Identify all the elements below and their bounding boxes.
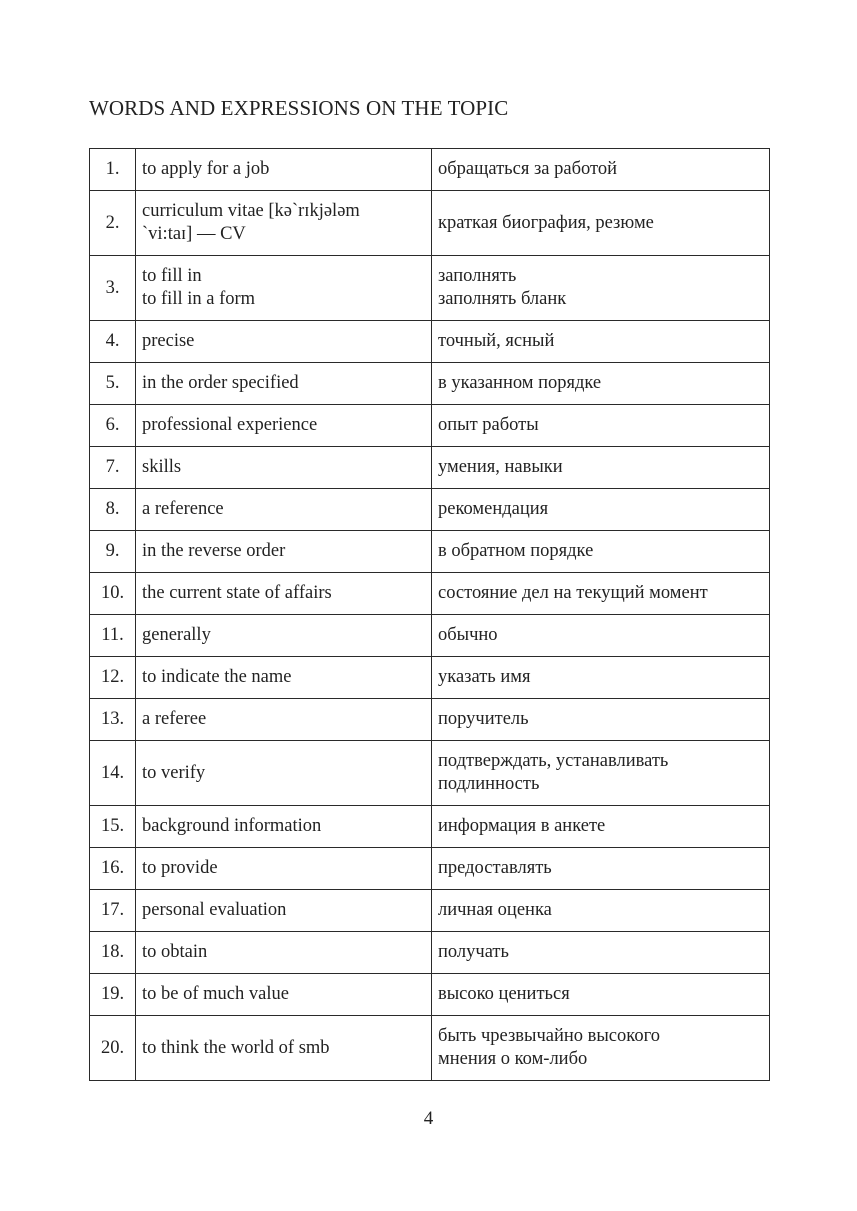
table-row bbox=[90, 699, 770, 741]
russian-translation: в обратном порядке bbox=[432, 531, 770, 573]
russian-translation: в указанном порядке bbox=[432, 363, 770, 405]
english-term: a referee bbox=[136, 699, 432, 741]
russian-translation: личная оценка bbox=[432, 890, 770, 932]
english-term: personal evaluation bbox=[136, 890, 432, 932]
english-term: to be of much value bbox=[136, 974, 432, 1016]
english-term: background information bbox=[136, 806, 432, 848]
vocabulary-table bbox=[89, 148, 770, 1081]
russian-translation: точный, ясный bbox=[432, 321, 770, 363]
english-term: a reference bbox=[136, 489, 432, 531]
row-number: 18. bbox=[90, 932, 136, 974]
russian-translation: предоставлять bbox=[432, 848, 770, 890]
row-number: 15. bbox=[90, 806, 136, 848]
table-row bbox=[90, 806, 770, 848]
english-term: curriculum vitae [kəˋrɪkjələm ˋvi:taɪ] — CV bbox=[136, 191, 432, 256]
row-number: 17. bbox=[90, 890, 136, 932]
russian-translation: высоко цениться bbox=[432, 974, 770, 1016]
english-term: in the order specified bbox=[136, 363, 432, 405]
table-row bbox=[90, 256, 770, 321]
row-number: 1. bbox=[90, 149, 136, 191]
table-row bbox=[90, 149, 770, 191]
row-number: 16. bbox=[90, 848, 136, 890]
english-term: to indicate the name bbox=[136, 657, 432, 699]
row-number: 10. bbox=[90, 573, 136, 615]
row-number: 13. bbox=[90, 699, 136, 741]
russian-translation: заполнять заполнять бланк bbox=[432, 256, 770, 321]
russian-translation: информация в анкете bbox=[432, 806, 770, 848]
table-row bbox=[90, 657, 770, 699]
table-row bbox=[90, 321, 770, 363]
row-number: 14. bbox=[90, 741, 136, 806]
row-number: 12. bbox=[90, 657, 136, 699]
russian-translation: состояние дел на текущий момент bbox=[432, 573, 770, 615]
table-row bbox=[90, 363, 770, 405]
table-row bbox=[90, 974, 770, 1016]
english-term: generally bbox=[136, 615, 432, 657]
russian-translation: рекомендация bbox=[432, 489, 770, 531]
english-term: skills bbox=[136, 447, 432, 489]
russian-translation: умения, навыки bbox=[432, 447, 770, 489]
russian-translation: указать имя bbox=[432, 657, 770, 699]
row-number: 5. bbox=[90, 363, 136, 405]
table-row bbox=[90, 1016, 770, 1081]
english-term: precise bbox=[136, 321, 432, 363]
english-term: in the reverse order bbox=[136, 531, 432, 573]
english-term: the current state of affairs bbox=[136, 573, 432, 615]
english-term: professional experience bbox=[136, 405, 432, 447]
row-number: 7. bbox=[90, 447, 136, 489]
table-row bbox=[90, 573, 770, 615]
row-number: 2. bbox=[90, 191, 136, 256]
row-number: 11. bbox=[90, 615, 136, 657]
table-row bbox=[90, 848, 770, 890]
english-term: to apply for a job bbox=[136, 149, 432, 191]
page-title: WORDS AND EXPRESSIONS ON THE TOPIC bbox=[89, 96, 509, 120]
russian-translation: опыт работы bbox=[432, 405, 770, 447]
table-row bbox=[90, 405, 770, 447]
row-number: 8. bbox=[90, 489, 136, 531]
table-row bbox=[90, 741, 770, 806]
english-term: to fill in to fill in a form bbox=[136, 256, 432, 321]
russian-translation: быть чрезвычайно высокого мнения о ком-либо bbox=[432, 1016, 770, 1081]
russian-translation: краткая биография, резюме bbox=[432, 191, 770, 256]
row-number: 3. bbox=[90, 256, 136, 321]
row-number: 9. bbox=[90, 531, 136, 573]
table-row bbox=[90, 932, 770, 974]
english-term: to obtain bbox=[136, 932, 432, 974]
english-term: to think the world of smb bbox=[136, 1016, 432, 1081]
russian-translation: обычно bbox=[432, 615, 770, 657]
row-number: 4. bbox=[90, 321, 136, 363]
row-number: 19. bbox=[90, 974, 136, 1016]
english-term: to verify bbox=[136, 741, 432, 806]
russian-translation: получать bbox=[432, 932, 770, 974]
table-row bbox=[90, 890, 770, 932]
table-row bbox=[90, 489, 770, 531]
russian-translation: обращаться за работой bbox=[432, 149, 770, 191]
page-number: 4 bbox=[423, 1108, 434, 1129]
russian-translation: подтверждать, устанавливать подлинность bbox=[432, 741, 770, 806]
row-number: 6. bbox=[90, 405, 136, 447]
table-row bbox=[90, 447, 770, 489]
table-row bbox=[90, 531, 770, 573]
table-row bbox=[90, 191, 770, 256]
table-row bbox=[90, 615, 770, 657]
row-number: 20. bbox=[90, 1016, 136, 1081]
russian-translation: поручитель bbox=[432, 699, 770, 741]
english-term: to provide bbox=[136, 848, 432, 890]
